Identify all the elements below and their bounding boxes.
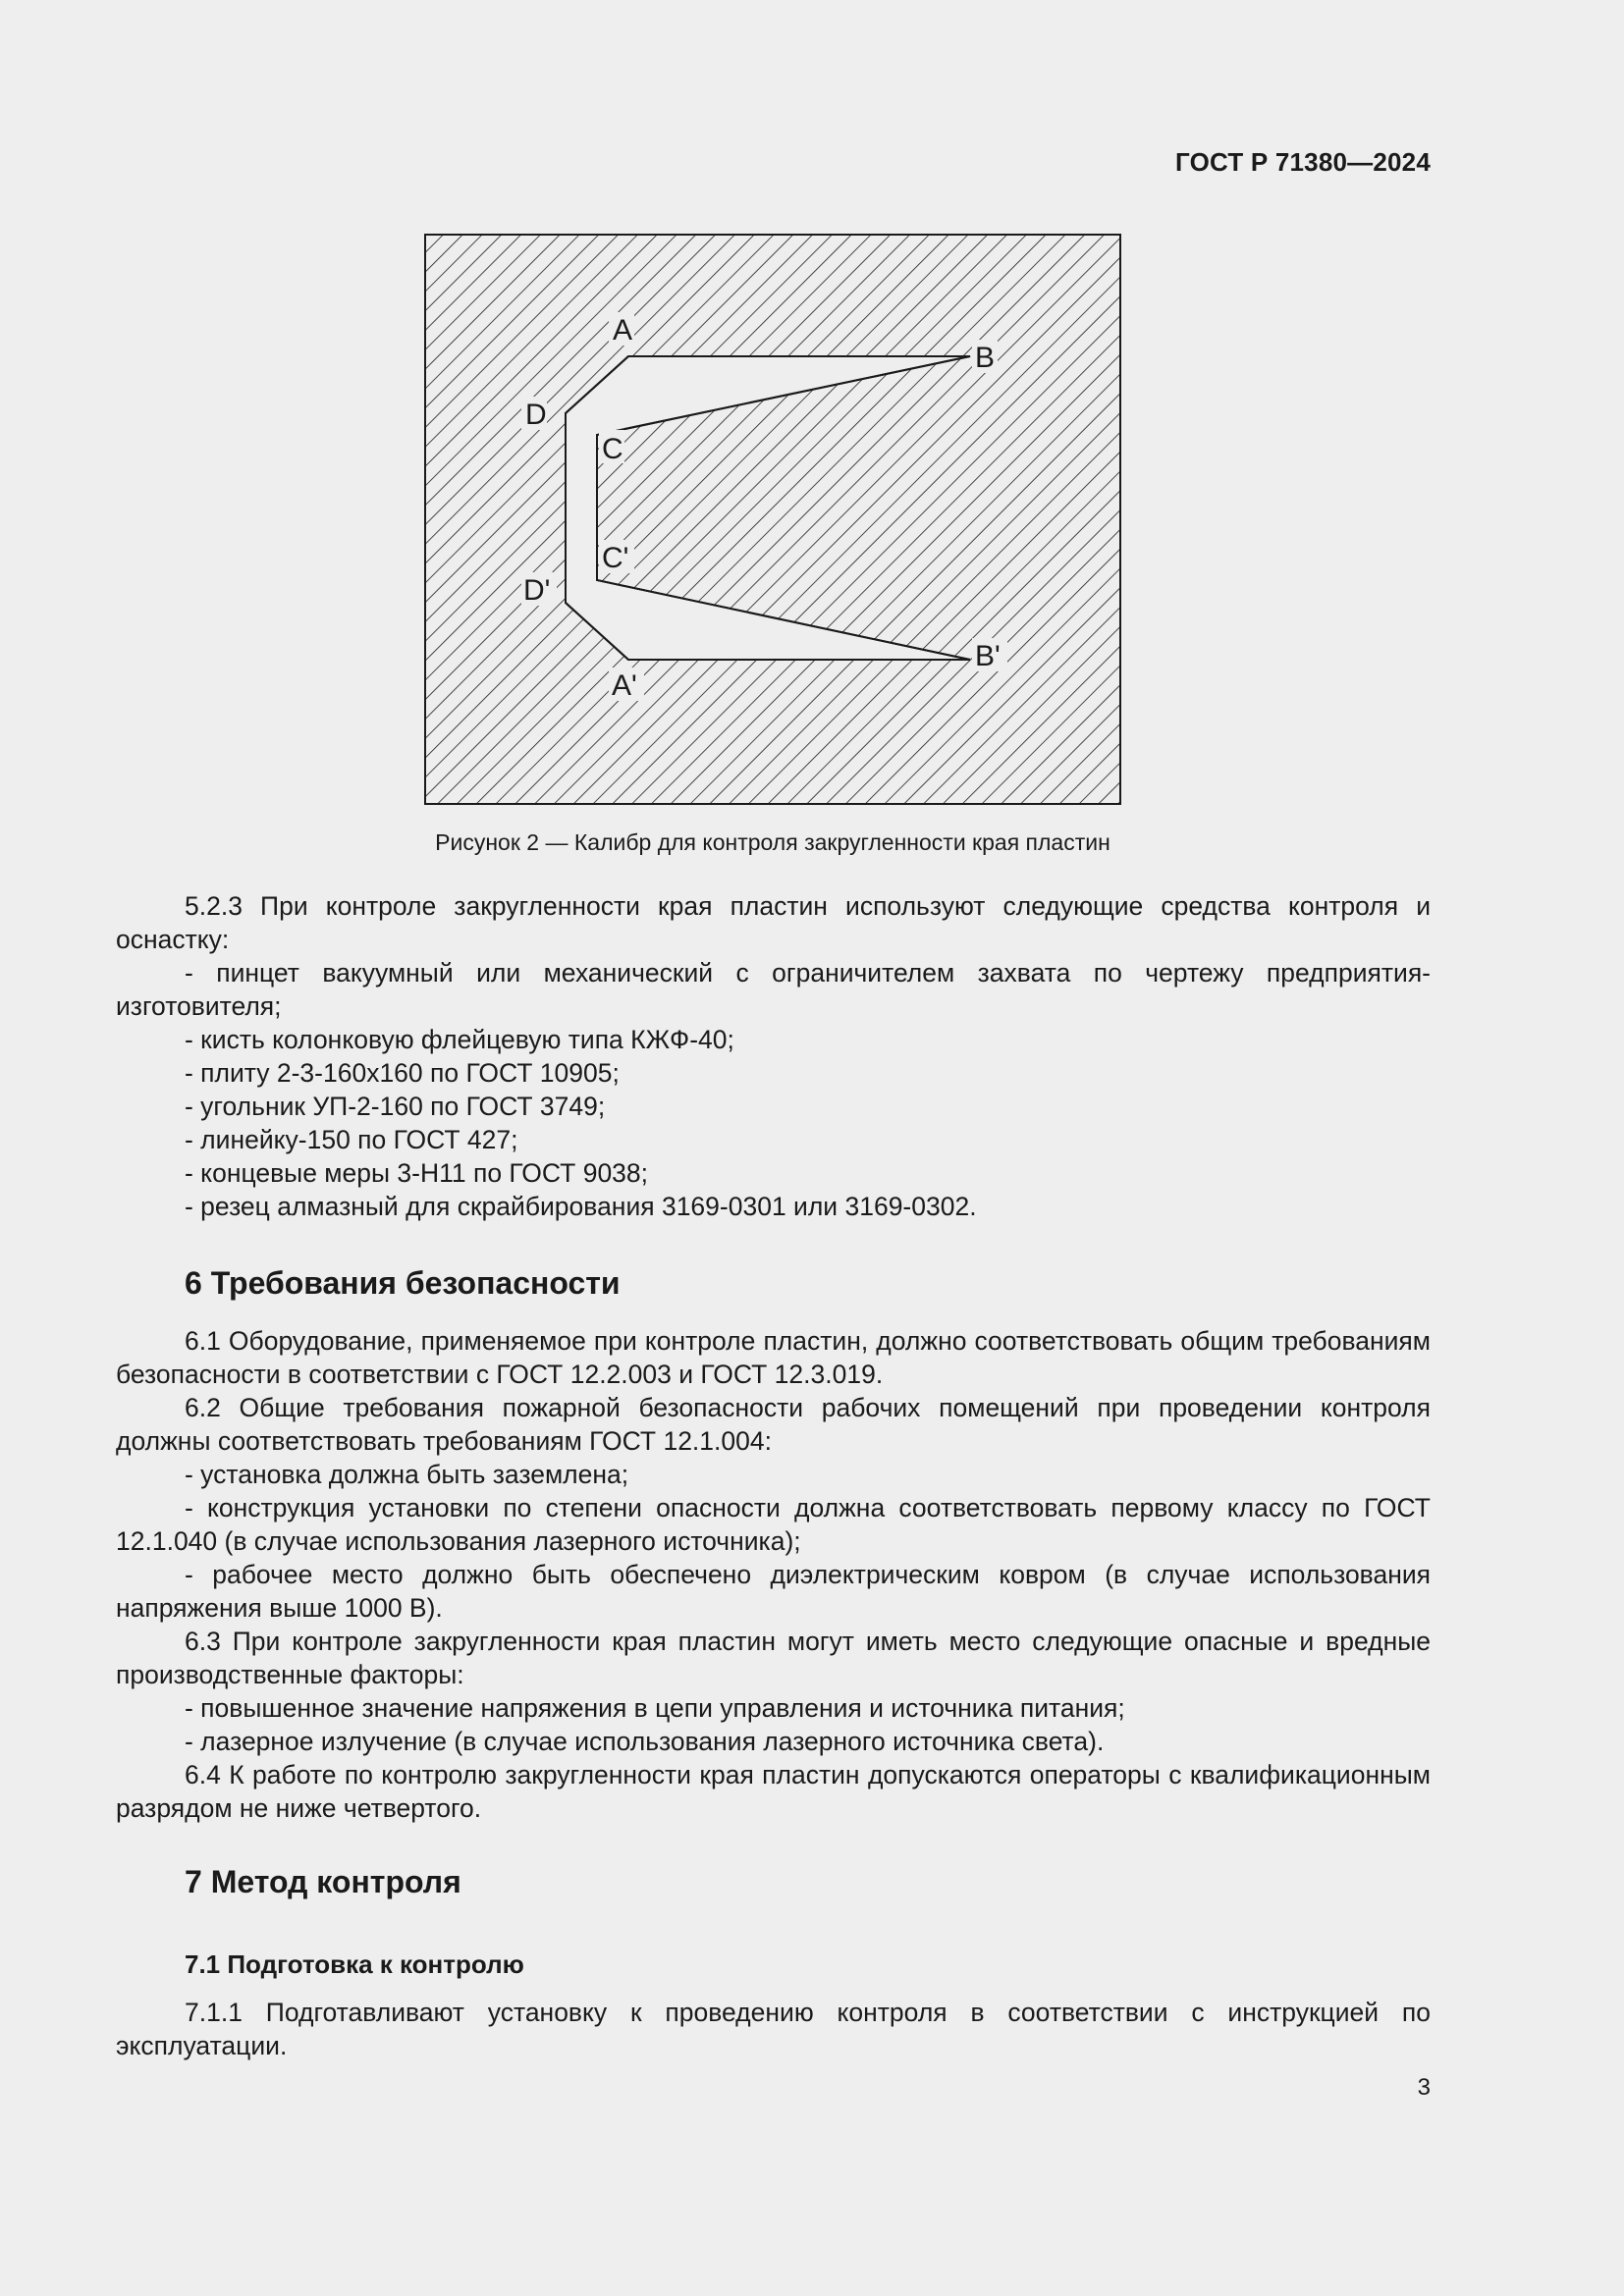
section-7-title: 7 Метод контроля	[185, 1864, 461, 1899]
list-item: - плиту 2-3-160х160 по ГОСТ 10905;	[185, 1058, 620, 1088]
list-item: - повышенное значение напряжения в цепи управления и источника питания;	[185, 1693, 1125, 1723]
label-b-prime: B'	[975, 640, 1001, 672]
list-item: - концевые меры 3-Н11 по ГОСТ 9038;	[185, 1158, 649, 1188]
section-7-1-1	[116, 1996, 1431, 2062]
label-c-prime: C'	[602, 542, 629, 574]
document-header: ГОСТ Р 71380—2024	[1175, 147, 1431, 177]
gauge-figure	[424, 234, 1121, 805]
paragraph-6-1: 6.1 Оборудование, применяемое при контроле пластин, должно соответствовать общим требованиям безопасности в соответствии с ГОСТ 12.2.003 и ГОСТ 12.3.019.	[116, 1326, 1431, 1389]
label-c: C	[602, 433, 623, 465]
paragraph-6-3: 6.3 При контроле закругленности края пластин могут иметь место следующие опасные и вредные производственные факторы:	[116, 1627, 1431, 1689]
section-7-1-title: 7.1 Подготовка к контролю	[185, 1949, 524, 1979]
gauge-drawing	[424, 234, 1121, 805]
paragraph-7-1-1: 7.1.1 Подготавливают установку к проведению контроля в соответствии с инструкцией по эксплуатации.	[116, 1998, 1431, 2060]
label-d: D	[525, 399, 547, 431]
section-6	[116, 1324, 1431, 1825]
page-number: 3	[1417, 2074, 1431, 2101]
list-item: - резец алмазный для скрайбирования 3169-0301 или 3169-0302.	[185, 1192, 977, 1221]
label-b: B	[975, 342, 996, 374]
list-item: - кисть колонковую флейцевую типа КЖФ-40;	[185, 1025, 734, 1054]
list-item: - рабочее место должно быть обеспечено диэлектрическим ковром (в случае использования напряжения выше 1000 В).	[116, 1560, 1431, 1623]
list-item: - пинцет вакуумный или механический с ограничителем захвата по чертежу предприятия-изготовителя;	[116, 958, 1431, 1021]
list-item: - установка должна быть заземлена;	[185, 1460, 629, 1489]
section-7-1-heading-wrap	[116, 1948, 1431, 1981]
paragraph-6-2: 6.2 Общие требования пожарной безопасности рабочих помещений при проведении контроля должны соответствовать требованиям ГОСТ 12.1.004:	[116, 1393, 1431, 1456]
label-a: A	[613, 314, 633, 347]
figure-caption: Рисунок 2 — Калибр для контроля закругленности края пластин	[435, 829, 1110, 855]
list-item: - линейку-150 по ГОСТ 427;	[185, 1125, 518, 1154]
gauge-body	[425, 235, 1120, 804]
list-item: - лазерное излучение (в случае использования лазерного источника света).	[185, 1727, 1105, 1756]
section-5-2-3	[116, 889, 1431, 1223]
paragraph-5-2-3: 5.2.3 При контроле закругленности края пластин используют следующие средства контроля и оснастку:	[116, 891, 1431, 954]
label-a-prime: A'	[612, 669, 637, 702]
list-item: - угольник УП-2-160 по ГОСТ 3749;	[185, 1092, 606, 1121]
section-6-title: 6 Требования безопасности	[185, 1265, 621, 1301]
section-6-heading-wrap	[116, 1263, 1431, 1303]
section-7-heading-wrap	[116, 1862, 1431, 1901]
paragraph-6-4: 6.4 К работе по контролю закругленности края пластин допускаются операторы с квалификационным разрядом не ниже четвертого.	[116, 1760, 1431, 1823]
list-item: - конструкция установки по степени опасности должна соответствовать первому классу по ГОСТ 12.1.040 (в случае использования лазерного источника);	[116, 1493, 1431, 1556]
label-d-prime: D'	[523, 574, 551, 607]
